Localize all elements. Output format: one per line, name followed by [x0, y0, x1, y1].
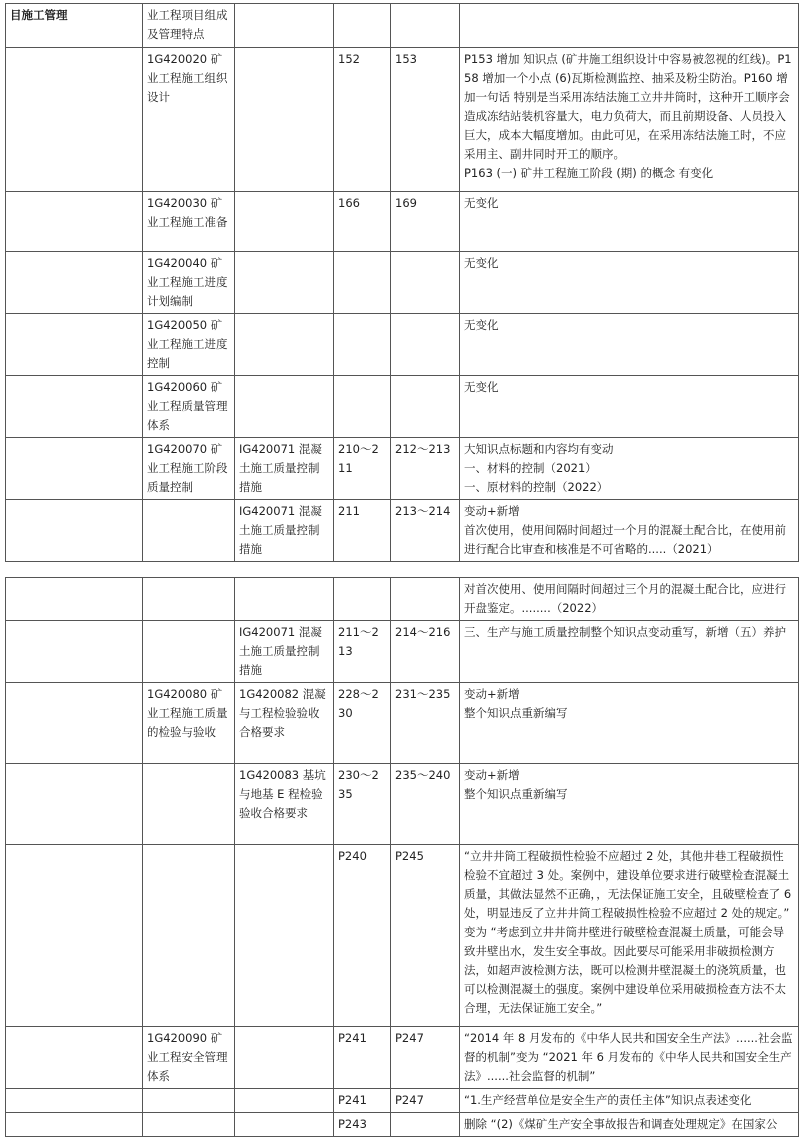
table-row	[6, 621, 799, 683]
section-cell	[6, 438, 143, 500]
table-row	[6, 252, 799, 314]
change-note-cell: “1.生产经营单位是安全生产的责任主体”知识点表述变化	[460, 1089, 799, 1113]
old-page-cell: 230～235	[334, 764, 391, 845]
change-note-cell: 变动+新增 首次使用，使用间隔时间超过一个月的混凝土配合比，在使用前进行配合比审查和核准是不可省略的.....（2021）	[460, 500, 799, 562]
old-page-cell: P240	[334, 845, 391, 1027]
table-row	[6, 845, 799, 1027]
subtopic-cell	[235, 1089, 334, 1113]
topic-cell	[143, 1089, 235, 1113]
change-note-cell: 删除 “(2)《煤矿生产安全事故报告和调查处理规定》在国家公	[460, 1113, 799, 1137]
table-row	[6, 438, 799, 500]
new-page-cell: 213～214	[391, 500, 460, 562]
section-cell	[6, 578, 143, 621]
old-page-cell: 152	[334, 48, 391, 192]
old-page-cell: 228～230	[334, 683, 391, 764]
new-page-cell	[391, 1113, 460, 1137]
old-page-cell	[334, 252, 391, 314]
table-row	[6, 764, 799, 845]
change-note-cell	[460, 4, 799, 48]
change-note-cell: 变动+新增 整个知识点重新编写	[460, 683, 799, 764]
change-note-cell: 变动+新增 整个知识点重新编写	[460, 764, 799, 845]
subtopic-cell	[235, 192, 334, 252]
section-cell	[6, 252, 143, 314]
section-cell	[6, 376, 143, 438]
topic-cell	[143, 621, 235, 683]
change-note-cell: 无变化	[460, 376, 799, 438]
changes-table-1	[5, 3, 799, 562]
changes-table-2	[5, 577, 799, 1137]
subtopic-cell	[235, 252, 334, 314]
topic-cell	[143, 1113, 235, 1137]
old-page-cell: 166	[334, 192, 391, 252]
topic-cell: 1G420040 矿业工程施工进度计划编制	[143, 252, 235, 314]
section-cell	[6, 683, 143, 764]
topic-cell: 1G420090 矿业工程安全管理体系	[143, 1027, 235, 1089]
topic-cell: 1G420020 矿业工程施工组织设计	[143, 48, 235, 192]
subtopic-cell	[235, 376, 334, 438]
new-page-cell	[391, 376, 460, 438]
topic-cell: 1G420050 矿业工程施工进度控制	[143, 314, 235, 376]
topic-cell: 1G420070 矿业工程施工阶段质量控制	[143, 438, 235, 500]
new-page-cell: 212～213	[391, 438, 460, 500]
topic-cell	[143, 764, 235, 845]
change-note-cell: 大知识点标题和内容均有变动 一、材料的控制（2021） 一、原材料的控制（2022）	[460, 438, 799, 500]
old-page-cell: 211	[334, 500, 391, 562]
subtopic-cell	[235, 1113, 334, 1137]
table-row	[6, 314, 799, 376]
table-row	[6, 1027, 799, 1089]
subtopic-cell: IG420071 混凝土施工质量控制措施	[235, 500, 334, 562]
subtopic-cell	[235, 845, 334, 1027]
subtopic-cell	[235, 1027, 334, 1089]
table-row	[6, 48, 799, 192]
subtopic-cell: IG420071 混凝土施工质量控制措施	[235, 621, 334, 683]
change-note-cell: “立井井筒工程破损性检验不应超过 2 处，其他井巷工程破损性检验不宜超过 3 处。案例中，建设单位要求进行破壁检查混凝土质量，其做法显然不正确，，无法保证施工安全，且破壁检查了 6 处，明显违反了立井井筒工程破损性检验不应超过 2 处的规定。” 变为 “考虑到立井井筒井壁进行破壁检查混凝土质量，可能会导致井壁出水，发生安全事故。因此要尽可能采用非破损检测方法，如超声波检测方法，既可以检测井壁混凝土的浇筑质量，也可以检测混凝土的强度。案例中建设单位采用破损检查方法不太合理，无法保证施工安全。”	[460, 845, 799, 1027]
table-row	[6, 1113, 799, 1137]
topic-cell	[143, 500, 235, 562]
old-page-cell: 210～211	[334, 438, 391, 500]
new-page-cell: P245	[391, 845, 460, 1027]
change-note-cell: 三、生产与施工质量控制整个知识点变动重写，新增（五）养护	[460, 621, 799, 683]
new-page-cell	[391, 314, 460, 376]
topic-cell	[143, 845, 235, 1027]
new-page-cell	[391, 4, 460, 48]
change-note-cell: 对首次使用、使用间隔时间超过三个月的混凝土配合比，应进行开盘鉴定。........（2022）	[460, 578, 799, 621]
change-note-cell: “2014 年 8 月发布的《中华人民共和国安全生产法》......社会监督的机制”变为 “2021 年 6 月发布的《中华人民共和国安全生产法》......社会监督的机制”	[460, 1027, 799, 1089]
section-cell	[6, 1089, 143, 1113]
table-row	[6, 500, 799, 562]
new-page-cell: 235～240	[391, 764, 460, 845]
topic-cell	[143, 578, 235, 621]
topic-cell: 1G420030 矿业工程施工准备	[143, 192, 235, 252]
old-page-cell	[334, 578, 391, 621]
section-label: 目施工管理	[6, 4, 143, 48]
old-page-cell: 211～213	[334, 621, 391, 683]
section-cell	[6, 192, 143, 252]
old-page-cell	[334, 314, 391, 376]
subtopic-cell: 1G420082 混凝与工程检验验收合格要求	[235, 683, 334, 764]
section-cell	[6, 764, 143, 845]
change-note-cell: 无变化	[460, 192, 799, 252]
section-cell	[6, 1027, 143, 1089]
section-cell	[6, 621, 143, 683]
new-page-cell: 153	[391, 48, 460, 192]
new-page-cell: 169	[391, 192, 460, 252]
section-cell	[6, 845, 143, 1027]
subtopic-cell	[235, 48, 334, 192]
subtopic-cell: IG420071 混凝土施工质量控制措施	[235, 438, 334, 500]
table-row	[6, 4, 799, 48]
new-page-cell: 231～235	[391, 683, 460, 764]
subtopic-cell	[235, 578, 334, 621]
new-page-cell: 214～216	[391, 621, 460, 683]
table-row	[6, 578, 799, 621]
subtopic-cell	[235, 4, 334, 48]
section-cell	[6, 48, 143, 192]
table-row	[6, 1089, 799, 1113]
old-page-cell	[334, 4, 391, 48]
old-page-cell: P241	[334, 1027, 391, 1089]
subtopic-cell	[235, 314, 334, 376]
change-note-cell: 无变化	[460, 314, 799, 376]
table-row	[6, 192, 799, 252]
section-cell	[6, 1113, 143, 1137]
old-page-cell: P241	[334, 1089, 391, 1113]
change-note-cell: 无变化	[460, 252, 799, 314]
topic-cell: 1G420060 矿业工程质量管理体系	[143, 376, 235, 438]
new-page-cell	[391, 252, 460, 314]
change-note-cell: P153 增加 知识点 (矿井施工组织设计中容易被忽视的红线)。P158 增加一个小点 (6)瓦斯检测监控、抽采及粉尘防治。P160 增加一句话 特别是当采用冻结法施工立井井筒时，这种开工顺序会造成冻结站装机容量大，电力负荷大，而且前期设备、人员投入巨大，成本大幅度增加。由此可见，在采用冻结法施工时，不应采用主、副井同时开工的顺序。 P163 (一) 矿井工程施工阶段 (期) 的概念 有变化	[460, 48, 799, 192]
old-page-cell	[334, 376, 391, 438]
old-page-cell: P243	[334, 1113, 391, 1137]
section-cell	[6, 500, 143, 562]
new-page-cell: P247	[391, 1089, 460, 1113]
section-cell	[6, 314, 143, 376]
new-page-cell: P247	[391, 1027, 460, 1089]
subtopic-cell: 1G420083 基坑与地基 E 程检验验收合格要求	[235, 764, 334, 845]
topic-cell: 1G420080 矿业工程施工质量的检验与验收	[143, 683, 235, 764]
new-page-cell	[391, 578, 460, 621]
table-row	[6, 683, 799, 764]
topic-cell: 业工程项目组成及管理特点	[143, 4, 235, 48]
table-row	[6, 376, 799, 438]
